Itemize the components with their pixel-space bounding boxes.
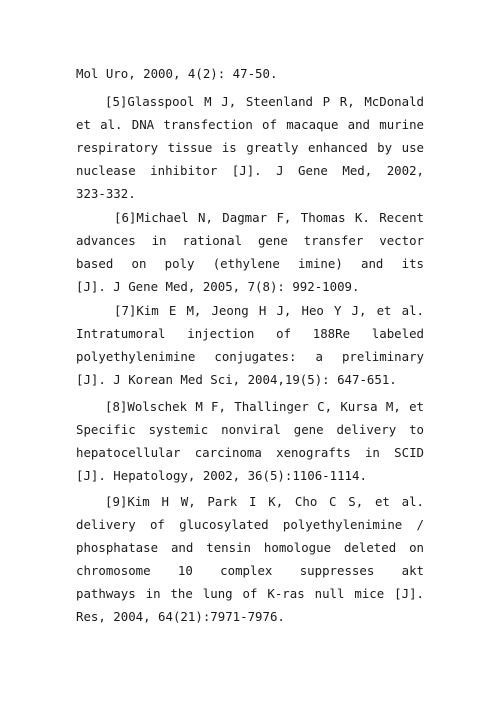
- ref-6-line-4: [J]. J Gene Med, 2005, 7(8): 992-1009.: [76, 279, 360, 294]
- ref-4-line-1: Mol Uro, 2000, 4(2): 47-50.: [76, 66, 278, 81]
- ref-8-line-3: hepatocellular carcinoma xenografts in SCID: [76, 445, 424, 460]
- ref-9-line-3: phosphatase and tensin homologue deleted on: [76, 540, 424, 555]
- ref-9-line-4: chromosome 10 complex suppresses akt: [76, 563, 424, 578]
- ref-7-line-4: [J]. J Korean Med Sci, 2004,19(5): 647-651.: [76, 372, 397, 387]
- ref-8-line-2: Specific systemic nonviral gene delivery to: [76, 422, 424, 437]
- ref-9-line-5: pathways in the lung of K-ras null mice [J].: [76, 586, 424, 601]
- ref-5-line-2: et al. DNA transfection of macaque and murine: [76, 117, 424, 132]
- ref-9-line-6: Res, 2004, 64(21):7971-7976.: [76, 609, 285, 624]
- ref-8-line-1: [8]Wolschek M F, Thallinger C, Kursa M, et: [105, 399, 424, 414]
- ref-5-line-1: [5]Glasspool M J, Steenland P R, McDonald: [105, 94, 424, 109]
- ref-8-line-4: [J]. Hepatology, 2002, 36(5):1106-1114.: [76, 468, 367, 483]
- ref-6-line-1: [6]Michael N, Dagmar F, Thomas K. Recent: [114, 210, 424, 225]
- ref-9-line-1: [9]Kim H W, Park I K, Cho C S, et al.: [105, 494, 424, 509]
- ref-6-line-3: based on poly (ethylene imine) and its: [76, 256, 424, 271]
- ref-5-line-3: respiratory tissue is greatly enhanced by use: [76, 140, 424, 155]
- ref-7-line-3: polyethylenimine conjugates: a preliminary: [76, 349, 424, 364]
- ref-5-line-5: 323-332.: [76, 186, 136, 201]
- ref-7-line-2: Intratumoral injection of 188Re labeled: [76, 326, 424, 341]
- ref-6-line-2: advances in rational gene transfer vector: [76, 233, 424, 248]
- ref-5-line-4: nuclease inhibitor [J]. J Gene Med, 2002,: [76, 163, 424, 178]
- ref-9-line-2: delivery of glucosylated polyethylenimine /: [76, 517, 424, 532]
- ref-7-line-1: [7]Kim E M, Jeong H J, Heo Y J, et al.: [114, 303, 424, 318]
